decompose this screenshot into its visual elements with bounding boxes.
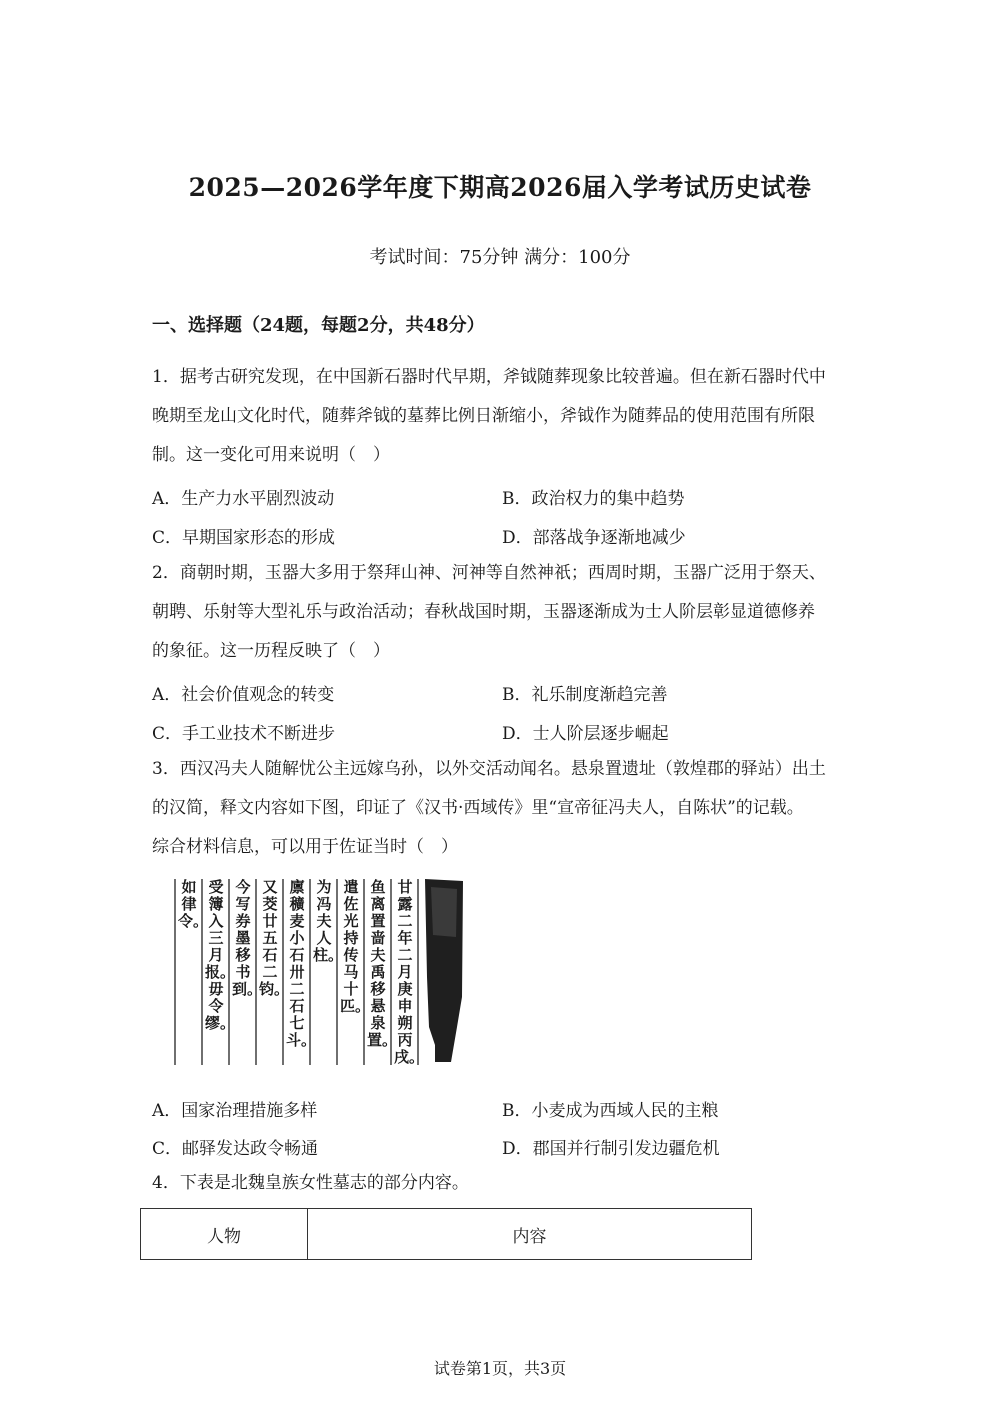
q3-option-c: C．邮驿发达政令畅通 (152, 1139, 319, 1159)
section-heading: 一、选择题（24题，每题2分，共48分） (152, 315, 485, 336)
q2-option-b: B．礼乐制度渐趋完善 (502, 685, 668, 705)
exam-title: 2025—2026学年度下期高2026届入学考试历史试卷 (188, 173, 812, 202)
q1-option-c: C．早期国家形态的形成 (152, 528, 336, 548)
q2-option-a: A．社会价值观念的转变 (152, 685, 335, 705)
table-header-row (141, 1209, 752, 1260)
question-4-stem: 4．下表是北魏皇族女性墓志的部分内容。 (152, 1173, 469, 1193)
slip-column-9: 如律令。 (178, 878, 209, 930)
q3-option-d: D．郡国并行制引发边疆危机 (502, 1139, 720, 1159)
q2-option-c: C．手工业技术不断进步 (152, 724, 336, 744)
tomb-inscription-table (140, 1208, 752, 1260)
slip-column-7: 今写券墨移书到。 (232, 878, 263, 998)
question-2-stem: 2．商朝时期，玉器大多用于祭拜山神、河神等自然神祇；西周时期，玉器广泛用于祭天、 朝聘、乐射等大型礼乐与政治活动；春秋战国时期，玉器逐渐成为士人阶层彰显道德修养 的象征。这一历程反映了（ ） (152, 563, 826, 661)
han-slip-figure (173, 877, 465, 1067)
exam-info: 考试时间：75分钟 满分：100分 (369, 247, 631, 268)
slip-column-5: 廪穬麦小石卅二石七斗。 (286, 878, 317, 1049)
slip-column-6: 又茭廿五石二钧。 (259, 878, 290, 998)
slip-column-2: 鱼离置啬夫禹移悬泉置。 (367, 878, 398, 1049)
q3-option-b: B．小麦成为西域人民的主粮 (502, 1101, 719, 1121)
slip-column-8: 受簿入三月报。毋令缪。 (205, 878, 236, 1032)
slip-column-3: 遣佐光持传马十匹。 (340, 878, 371, 1015)
page-footer: 试卷第1页，共3页 (433, 1359, 567, 1378)
table-header-person: 人物 (141, 1209, 308, 1260)
q1-option-d: D．部落战争逐渐地减少 (502, 528, 686, 548)
slip-column-1: 甘露二年二月庚申朔丙戌。 (394, 878, 425, 1066)
question-3-stem: 3．西汉冯夫人随解忧公主远嫁乌孙，以外交活动闻名。悬泉置遗址（敦煌郡的驿站）出土 的汉简，释文内容如下图，印证了《汉书·西域传》里“宣帝征冯夫人，自陈状”的记载。 综合材料信息，可以用于佐证当时（ ） (152, 759, 826, 857)
q1-option-b: B．政治权力的集中趋势 (502, 489, 685, 509)
slip-column-4: 为冯夫人柱。 (313, 878, 344, 964)
q2-option-d: D．士人阶层逐步崛起 (502, 724, 669, 744)
table-header-content: 内容 (308, 1209, 752, 1260)
q1-option-a: A．生产力水平剧烈波动 (152, 489, 335, 509)
q3-option-a: A．国家治理措施多样 (152, 1101, 318, 1121)
question-1-stem: 1．据考古研究发现，在中国新石器时代早期，斧钺随葬现象比较普遍。但在新石器时代中 晚期至龙山文化时代，随葬斧钺的墓葬比例日渐缩小，斧钺作为随葬品的使用范围有所限 制。这一变化可用来说明（ ） (152, 367, 826, 465)
